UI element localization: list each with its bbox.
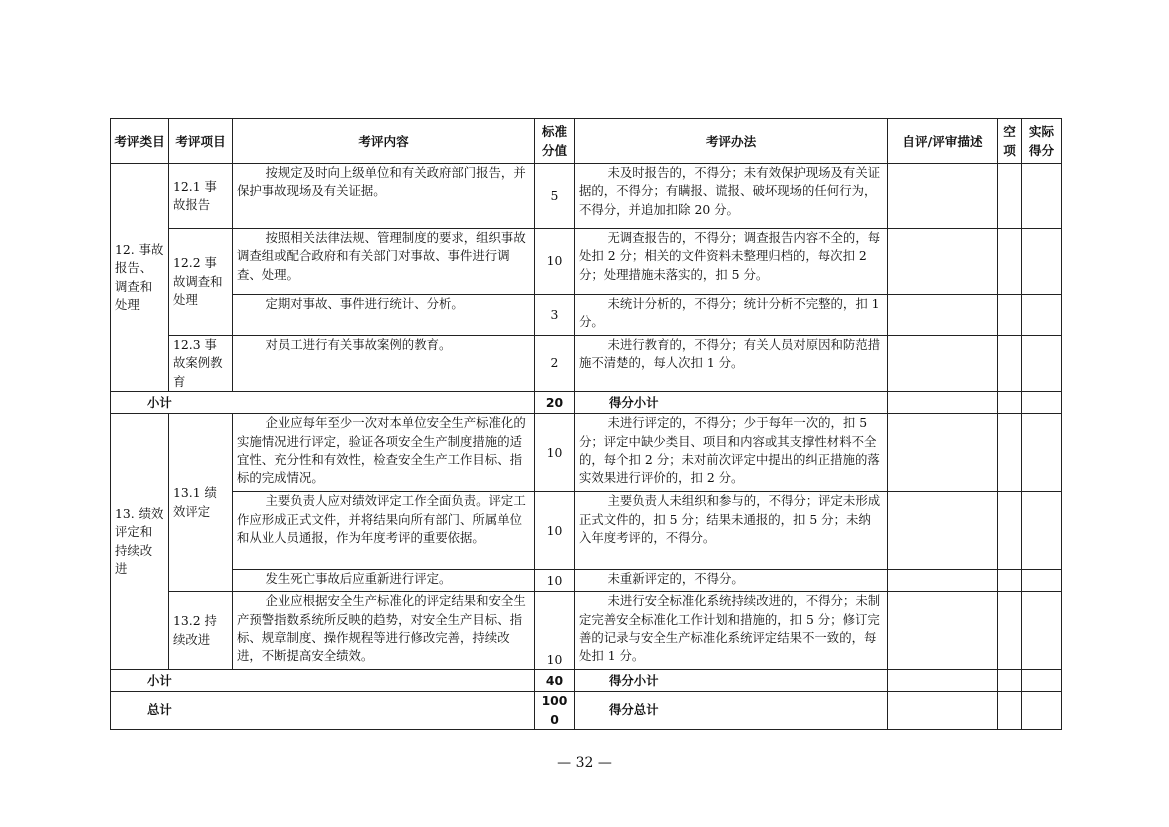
subtotal-row <box>111 670 1062 692</box>
vacant-cell <box>998 164 1022 229</box>
subtotal-method: 得分小计 <box>575 392 888 414</box>
score-cell: 5 <box>535 164 575 229</box>
total-label: 总计 <box>111 692 535 730</box>
method-cell: 未重新评定的，不得分。 <box>575 570 888 592</box>
assessment-table <box>110 118 1062 730</box>
score-cell: 10 <box>535 492 575 570</box>
subtotal-score: 40 <box>535 670 575 692</box>
vacant-cell <box>998 692 1022 730</box>
content-cell: 按规定及时向上级单位和有关政府部门报告，并保护事故现场及有关证据。 <box>233 164 535 229</box>
actual-score-cell <box>1022 229 1062 295</box>
vacant-cell <box>998 336 1022 392</box>
subtotal-label: 小计 <box>111 392 535 414</box>
score-cell: 10 <box>535 570 575 592</box>
header-score: 标准分值 <box>535 119 575 164</box>
subtotal-method: 得分小计 <box>575 670 888 692</box>
table-row <box>111 570 1062 592</box>
table-row <box>111 295 1062 336</box>
subtotal-row <box>111 392 1062 414</box>
score-cell: 3 <box>535 295 575 336</box>
content-cell: 主要负责人应对绩效评定工作全面负责。评定工作应形成正式文件，并将结果向所有部门、所属单位和从业人员通报，作为年度考评的重要依据。 <box>233 492 535 570</box>
content-cell: 发生死亡事故后应重新进行评定。 <box>233 570 535 592</box>
self-eval-cell <box>888 492 998 570</box>
method-cell: 无调查报告的，不得分；调查报告内容不全的，每处扣 2 分；相关的文件资料未整理归档的，每次扣 2 分；处理措施未落实的，扣 5 分。 <box>575 229 888 295</box>
actual-score-cell <box>1022 392 1062 414</box>
method-cell: 主要负责人未组织和参与的，不得分；评定未形成正式文件的，扣 5 分；结果未通报的，扣 5 分；未纳入年度考评的，不得分。 <box>575 492 888 570</box>
vacant-cell <box>998 414 1022 492</box>
method-cell: 未及时报告的，不得分；未有效保护现场及有关证据的，不得分；有瞒报、谎报、破坏现场的任何行为，不得分，并追加扣除 20 分。 <box>575 164 888 229</box>
actual-score-cell <box>1022 336 1062 392</box>
header-item: 考评项目 <box>169 119 233 164</box>
table-row <box>111 592 1062 670</box>
self-eval-cell <box>888 295 998 336</box>
self-eval-cell <box>888 692 998 730</box>
vacant-cell <box>998 392 1022 414</box>
method-cell: 未进行评定的，不得分；少于每年一次的，扣 5 分；评定中缺少类目、项目和内容或其支撑性材料不全的，每个扣 2 分；未对前次评定中提出的纠正措施的落实效果进行评价的，扣 2 分。 <box>575 414 888 492</box>
actual-score-cell <box>1022 670 1062 692</box>
subtotal-score: 20 <box>535 392 575 414</box>
self-eval-cell <box>888 164 998 229</box>
actual-score-cell <box>1022 492 1062 570</box>
self-eval-cell <box>888 229 998 295</box>
page-number: — 32 — <box>557 755 612 771</box>
item-12-2: 12.2 事故调查和处理 <box>169 229 233 336</box>
header-self-eval: 自评/评审描述 <box>888 119 998 164</box>
self-eval-cell <box>888 570 998 592</box>
content-cell: 企业应每年至少一次对本单位安全生产标准化的实施情况进行评定，验证各项安全生产制度措施的适宜性、充分性和有效性，检查安全生产工作目标、指标的完成情况。 <box>233 414 535 492</box>
score-cell: 10 <box>535 592 575 670</box>
header-row <box>111 119 1062 164</box>
item-13-1: 13.1 绩效评定 <box>169 414 233 592</box>
item-12-3: 12.3 事故案例教育 <box>169 336 233 392</box>
self-eval-cell <box>888 414 998 492</box>
item-12-1: 12.1 事故报告 <box>169 164 233 229</box>
content-cell: 定期对事故、事件进行统计、分析。 <box>233 295 535 336</box>
method-cell: 未进行安全标准化系统持续改进的，不得分；未制定完善安全标准化工作计划和措施的，扣 5 分；修订完善的记录与安全生产标准化系统评定结果不一致的，每处扣 1 分。 <box>575 592 888 670</box>
item-13-2: 13.2 持续改进 <box>169 592 233 670</box>
score-cell: 10 <box>535 229 575 295</box>
actual-score-cell <box>1022 692 1062 730</box>
header-content: 考评内容 <box>233 119 535 164</box>
self-eval-cell <box>888 336 998 392</box>
self-eval-cell <box>888 392 998 414</box>
vacant-cell <box>998 570 1022 592</box>
table-row <box>111 336 1062 392</box>
self-eval-cell <box>888 592 998 670</box>
actual-score-cell <box>1022 592 1062 670</box>
total-row <box>111 692 1062 730</box>
actual-score-cell <box>1022 414 1062 492</box>
table-row <box>111 492 1062 570</box>
header-vacant: 空项 <box>998 119 1022 164</box>
total-method: 得分总计 <box>575 692 888 730</box>
score-cell: 2 <box>535 336 575 392</box>
method-cell: 未统计分析的，不得分；统计分析不完整的，扣 1 分。 <box>575 295 888 336</box>
vacant-cell <box>998 295 1022 336</box>
table-row <box>111 229 1062 295</box>
category-12: 12. 事故报告、调查和处理 <box>111 164 169 392</box>
table-row <box>111 164 1062 229</box>
header-category: 考评类目 <box>111 119 169 164</box>
content-cell: 企业应根据安全生产标准化的评定结果和安全生产预警指数系统所反映的趋势，对安全生产目标、指标、规章制度、操作规程等进行修改完善，持续改进，不断提高安全绩效。 <box>233 592 535 670</box>
vacant-cell <box>998 670 1022 692</box>
vacant-cell <box>998 492 1022 570</box>
header-method: 考评办法 <box>575 119 888 164</box>
total-score: 1000 <box>535 692 575 730</box>
category-13: 13. 绩效评定和持续改进 <box>111 414 169 670</box>
vacant-cell <box>998 592 1022 670</box>
method-cell: 未进行教育的，不得分；有关人员对原因和防范措施不清楚的，每人次扣 1 分。 <box>575 336 888 392</box>
content-cell: 按照相关法律法规、管理制度的要求，组织事故调查组或配合政府和有关部门对事故、事件进行调查、处理。 <box>233 229 535 295</box>
actual-score-cell <box>1022 295 1062 336</box>
subtotal-label: 小计 <box>111 670 535 692</box>
content-cell: 对员工进行有关事故案例的教育。 <box>233 336 535 392</box>
actual-score-cell <box>1022 164 1062 229</box>
score-cell: 10 <box>535 414 575 492</box>
header-actual: 实际得分 <box>1022 119 1062 164</box>
vacant-cell <box>998 229 1022 295</box>
actual-score-cell <box>1022 570 1062 592</box>
self-eval-cell <box>888 670 998 692</box>
table-row <box>111 414 1062 492</box>
